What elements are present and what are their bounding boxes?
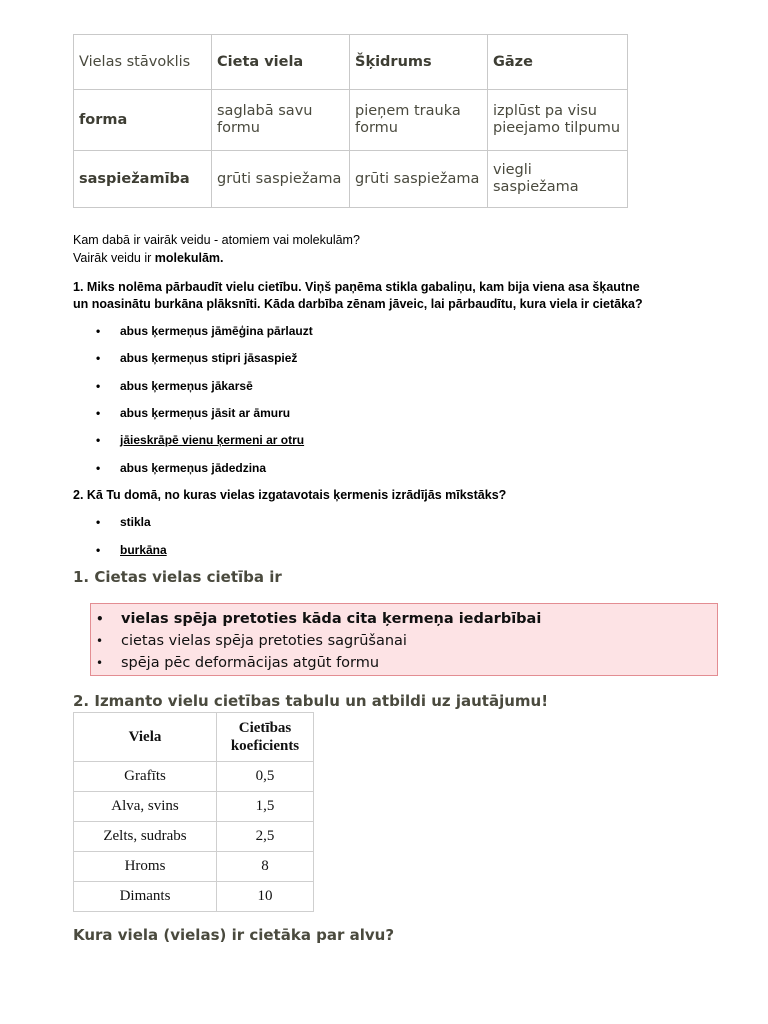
table-header-cell: Vielas stāvoklis <box>74 35 212 90</box>
table-cell: 2,5 <box>217 822 314 852</box>
option-label: abus ķermeņus jāmēģina pārlauzt <box>120 324 313 338</box>
bullet-icon: • <box>96 543 101 557</box>
option-label: burkāna <box>120 543 167 557</box>
row-label: forma <box>74 90 212 151</box>
choice-label: cietas vielas spēja pretoties sagrūšanai <box>121 633 407 649</box>
option-label: abus ķermeņus stipri jāsaspiež <box>120 351 298 365</box>
table-cell: 8 <box>217 852 314 882</box>
table-cell: 1,5 <box>217 792 314 822</box>
option-label: abus ķermeņus jākarsē <box>120 379 253 393</box>
table-cell: saglabā savu formu <box>212 90 350 151</box>
choice-label: vielas spēja pretoties kāda cita ķermeņa iedarbībai <box>121 611 542 627</box>
table-header-row <box>74 35 628 90</box>
section2-question: Kura viela (vielas) ir cietāka par alvu? <box>73 926 395 944</box>
section1-answer-box <box>90 603 718 676</box>
option-label: abus ķermeņus jāsit ar āmuru <box>120 406 291 420</box>
intro-answer-bold: molekulām. <box>154 251 224 265</box>
table-row <box>74 151 628 208</box>
intro-answer <box>73 250 224 267</box>
bullet-icon: • <box>96 634 104 648</box>
bullet-icon: • <box>96 406 101 420</box>
section1-heading: 1. Cietas vielas cietība ir <box>73 568 282 586</box>
intro-question: Kam dabā ir vairāk veidu - atomiem vai molekulām? <box>73 233 360 247</box>
table-header-cell: Viela <box>74 713 217 762</box>
question1-line2: un noasinātu burkāna plāksnīti. Kāda darbība zēnam jāveic, lai pārbaudītu, kura viela ir cietāka? <box>73 297 643 311</box>
states-of-matter-table <box>73 34 628 208</box>
question1-number: 1. <box>73 280 84 294</box>
table-header-cell: Šķidrums <box>350 35 488 90</box>
table-header-cell: Cieta viela <box>212 35 350 90</box>
option-label: jāieskrāpē vienu ķermeni ar otru <box>120 433 305 447</box>
table-cell: Hroms <box>74 852 217 882</box>
table-cell: grūti saspiežama <box>350 151 488 208</box>
table-row <box>74 852 314 882</box>
bullet-icon: • <box>96 351 101 365</box>
table-row <box>74 792 314 822</box>
table-row <box>74 822 314 852</box>
table-row <box>74 762 314 792</box>
table-header-cell: Cietības koeficients <box>217 713 314 762</box>
table-row <box>74 90 628 151</box>
table-cell: 0,5 <box>217 762 314 792</box>
table-cell: grūti saspiežama <box>212 151 350 208</box>
table-cell: Dimants <box>74 882 217 912</box>
option-label: stikla <box>120 515 151 529</box>
table-cell: Zelts, sudrabs <box>74 822 217 852</box>
table-row <box>74 882 314 912</box>
hardness-table <box>73 712 314 912</box>
table-cell: izplūst pa visu pieejamo tilpumu <box>488 90 628 151</box>
bullet-icon: • <box>96 515 101 529</box>
bullet-icon: • <box>96 612 104 626</box>
question2-text: 2. Kā Tu domā, no kuras vielas izgatavotais ķermenis izrādījās mīkstāks? <box>73 488 507 502</box>
table-cell: 10 <box>217 882 314 912</box>
question1-line1 <box>73 278 640 296</box>
intro-answer-prefix: Vairāk veidu ir <box>73 251 155 265</box>
bullet-icon: • <box>96 461 101 475</box>
table-header-cell: Gāze <box>488 35 628 90</box>
table-header-row <box>74 713 314 762</box>
table-cell: Alva, svins <box>74 792 217 822</box>
table-cell: viegli saspiežama <box>488 151 628 208</box>
bullet-icon: • <box>96 433 101 447</box>
bullet-icon: • <box>96 379 101 393</box>
question1-text-line1: Miks nolēma pārbaudīt vielu cietību. Viņš paņēma stikla gabaliņu, kam bija viena asa šķautne <box>86 280 640 294</box>
table-cell: Grafīts <box>74 762 217 792</box>
row-label: saspiežamība <box>74 151 212 208</box>
bullet-icon: • <box>96 656 104 670</box>
section2-heading: 2. Izmanto vielu cietības tabulu un atbildi uz jautājumu! <box>73 692 549 710</box>
option-label: abus ķermeņus jādedzina <box>120 461 267 475</box>
bullet-icon: • <box>96 324 101 338</box>
choice-label: spēja pēc deformācijas atgūt formu <box>121 655 380 671</box>
table-cell: pieņem trauka formu <box>350 90 488 151</box>
